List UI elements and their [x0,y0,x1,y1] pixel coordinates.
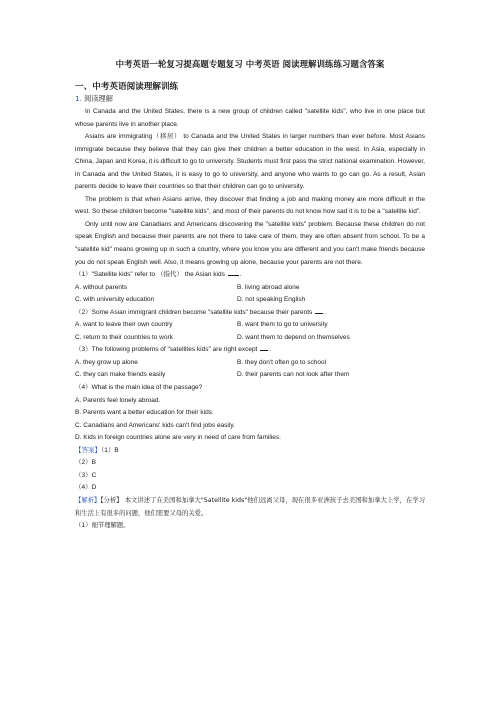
answer-value: （4）D [75,484,97,492]
option-row [75,319,425,332]
option: C. Canadians and Americans' kids can't find jobs easily. [75,421,235,429]
passage-paragraph: In Canada and the United States, there is a new group of children called "satellite kids", who live in one place but whose parents live in another place. [75,108,425,128]
answer-tag: 【答案】 [75,446,101,454]
analysis-subpoint: （1）细节理解题。 [75,522,130,530]
analysis-tag: 【解析】 [75,496,101,504]
question-stem: （4）What is the main idea of the passage? [75,384,203,392]
question-type: 阅读理解 [84,94,113,103]
option-row [75,357,425,370]
answer-value: （3）C [75,471,97,479]
option: A. without parents [75,283,128,291]
answer-blank [260,344,268,351]
analysis-text: 【分析】 本文讲述了在美国和加拿大"Satellite kids"他们远离父母，现在很多亚洲孩子去美国和加拿大上学，在学习和生活上有很多的问题，他们需要父母的关爱。 [75,496,425,517]
passage-paragraph: Asians are immigrating（移居） to Canada and the United States in larger numbers than ever before. Most Asians immigrate because they believe that they can give their children a better education in the west. In Asia, especially in China, Japan and Korea, it is difficult to go to university. Students must first pass the strict national examination. However, in Canada and the United States, it is easy to go to university, and anyone who wants to go can go. As a result, Asian parents decide to leave their countries so that their children can go to university. [75,133,425,191]
question-heading [75,94,425,104]
question-stem: （2）Some Asian immigrant children become "satellite kids" because their parents . [75,308,326,316]
option: B. Parents want a better education for their kids. [75,409,214,417]
option: C. they can make friends easily [75,371,166,379]
question-stem: （3）The following problems of "satellites kids" are right except . [75,346,271,354]
option-row [75,369,425,382]
answer-value: （2）B [75,459,96,467]
document-title: 中考英语一轮复习提高题专题复习 中考英语 阅读理解训练练习题含答案 [115,59,385,69]
option-row [75,332,425,345]
option: A. they grow up alone [75,358,138,366]
question-stem: （1）"Satellite kids" refer to （指代） the Asian kids . [75,271,242,279]
passage-paragraph: The problem is that when Asians arrive, they discover that finding a job and making money are more difficult in the west. So these children become "satellite kids", and most of their parents do not know how sad it is to be a "satellite kid". [75,195,425,216]
document-page [75,58,425,533]
section-heading: 一、中考英语阅读理解训练 [75,82,179,92]
option: B. they don't often go to school [237,358,327,366]
option: D. their parents can not look after them [237,371,350,379]
answer-line [75,445,425,458]
option: D. not speaking English [237,296,306,304]
passage-paragraph: Only until now are Canadians and Americans discovering the "satellite kids" problem. Because these children do not speak English and because their parents are not there to take care of them, they are often absent from school. To be a "satellite kid" means growing up in such a country, where you know you are different and you can't make friends because you do not speak English well. Also, it means growing up alone, because your parents are not there. [75,220,425,266]
option-row [75,294,425,307]
answer-value: （1）B [101,446,119,454]
option-row [75,282,425,295]
answer-blank [315,307,323,314]
analysis-paragraph [75,495,425,520]
option: B. living abroad alone [237,283,300,291]
option: B. want them to go to university [237,321,328,329]
question-number: 1. [75,94,82,103]
option: C. return to their countries to work [75,333,173,341]
option: D. want them to depend on themselves [237,333,350,341]
option: D. Kids in foreign countries alone are very in need of care from families. [75,434,281,442]
option: C. with university education [75,296,155,304]
option: A. Parents feel lonely abroad. [75,396,161,404]
answer-blank [228,269,239,276]
option: A. want to leave their own country [75,321,173,329]
